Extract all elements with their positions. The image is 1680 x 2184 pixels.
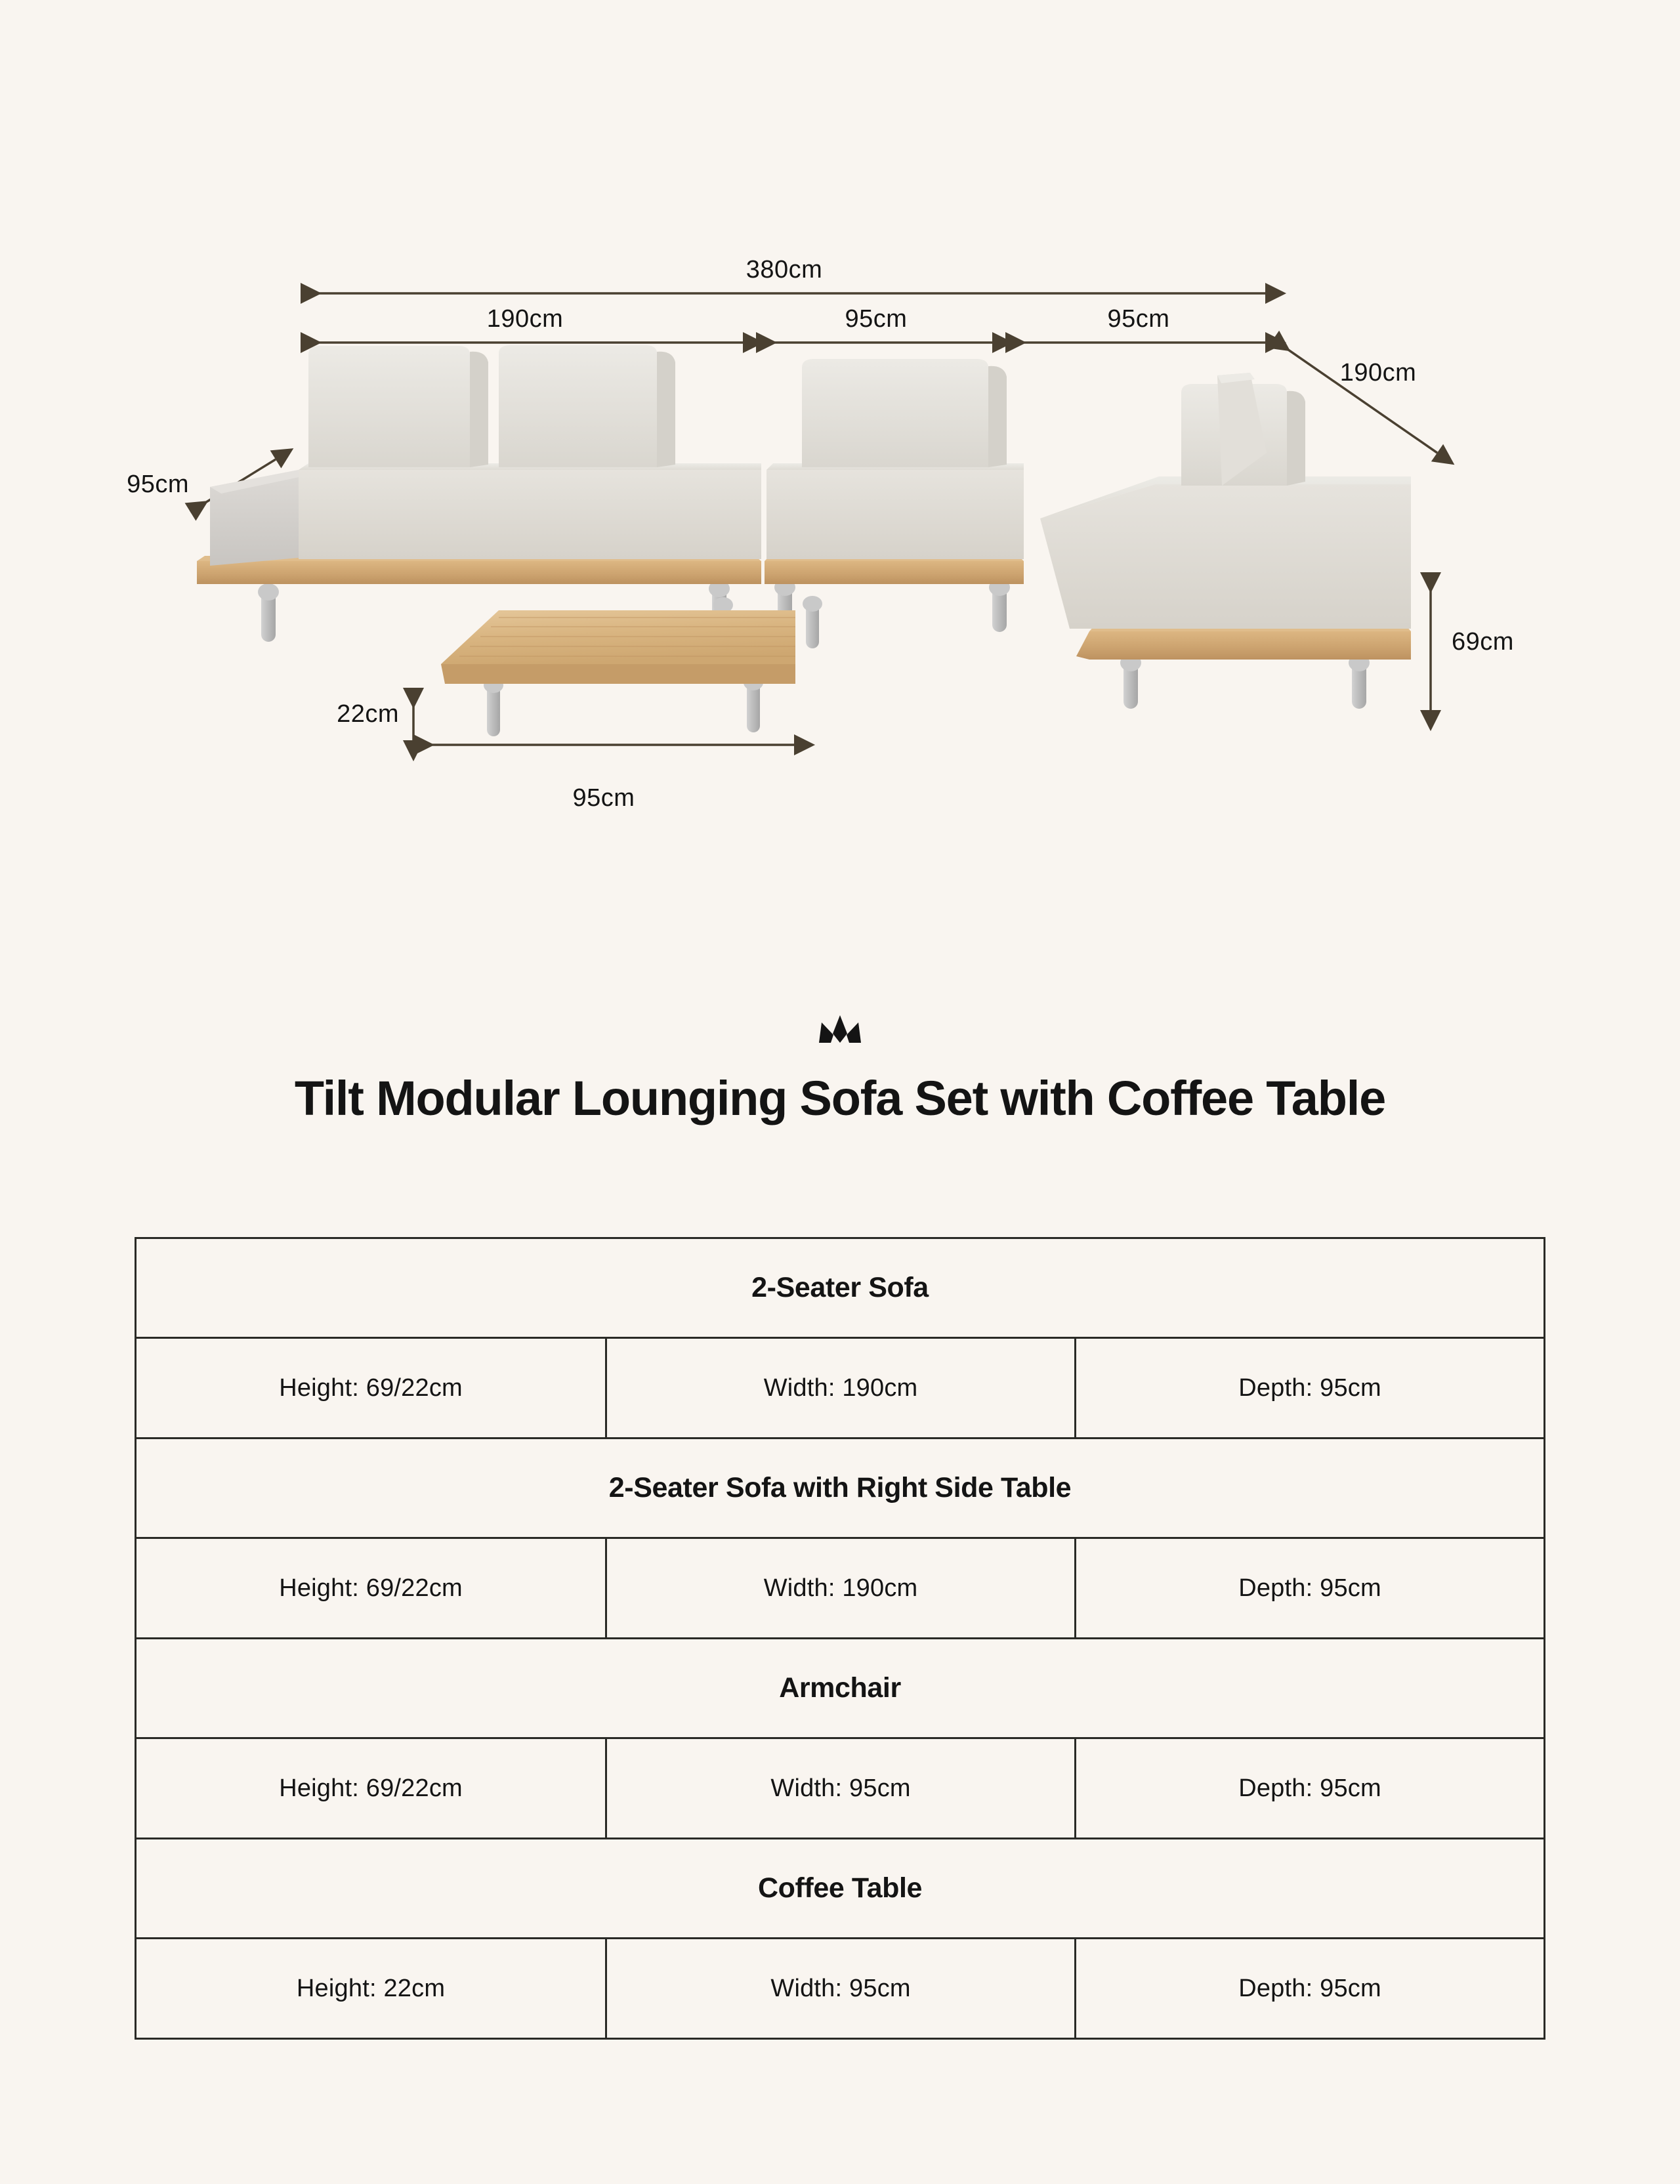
dimension-label-95cm-depth: 95cm: [127, 471, 189, 498]
dimension-seat-height: [1431, 572, 1514, 710]
sofa-left-module: [197, 345, 761, 642]
product-group-name: Coffee Table: [136, 1839, 1545, 1939]
dimension-armchair-width-1: [756, 305, 992, 343]
sofa-illustration: [197, 345, 1411, 736]
dimension-label-380cm: 380cm: [746, 256, 823, 284]
spec-depth: Depth: 95cm: [1076, 1738, 1545, 1839]
product-group-name: Armchair: [136, 1639, 1545, 1738]
crown-icon: [816, 1014, 864, 1051]
dimension-label-190cm-diagonal: 190cm: [1339, 359, 1417, 387]
spec-height: Height: 69/22cm: [136, 1338, 606, 1438]
spec-depth: Depth: 95cm: [1076, 1939, 1545, 2039]
coffee-table-illustration: [441, 596, 822, 736]
table-row: [136, 1939, 1545, 2039]
spec-width: Width: 190cm: [606, 1338, 1076, 1438]
page-title: Tilt Modular Lounging Sofa Set with Coffee Table: [294, 1071, 1386, 1125]
spec-width: Width: 95cm: [606, 1738, 1076, 1839]
dimension-label-22cm: 22cm: [337, 700, 399, 728]
dimension-label-95cm-right: 95cm: [1107, 305, 1170, 333]
spec-height: Height: 69/22cm: [136, 1738, 606, 1839]
dimension-overall-width: [301, 256, 1265, 293]
table-row: [136, 1738, 1545, 1839]
product-dimension-diagram: [0, 0, 1680, 919]
table-row: [136, 1538, 1545, 1639]
table-row-group-header: [136, 1839, 1545, 1939]
sofa-chaise-module: [1040, 373, 1411, 709]
table-row-group-header: [136, 1238, 1545, 1338]
dimension-table-height: [337, 688, 413, 740]
spec-depth: Depth: 95cm: [1076, 1338, 1545, 1438]
spec-height: Height: 22cm: [136, 1939, 606, 2039]
specifications-table: [135, 1237, 1545, 2040]
spec-width: Width: 95cm: [606, 1939, 1076, 2039]
dimension-label-table-95cm: 95cm: [572, 784, 635, 812]
dimension-two-seater-width: [301, 305, 743, 343]
table-row-group-header: [136, 1639, 1545, 1738]
brand-header: [0, 1014, 1680, 1124]
table-row: [136, 1338, 1545, 1438]
sofa-middle-module: [765, 359, 1024, 632]
dimension-label-69cm: 69cm: [1452, 628, 1514, 656]
spec-width: Width: 190cm: [606, 1538, 1076, 1639]
table-row-group-header: [136, 1438, 1545, 1538]
diagram-canvas: [0, 0, 1680, 919]
dimension-armchair-width-2: [1005, 305, 1265, 343]
spec-height: Height: 69/22cm: [136, 1538, 606, 1639]
spec-depth: Depth: 95cm: [1076, 1538, 1545, 1639]
dimension-label-190cm-left: 190cm: [486, 305, 564, 333]
dimension-table-width: [413, 745, 794, 812]
product-group-name: 2-Seater Sofa: [136, 1238, 1545, 1338]
sofa-legs-chaise: [1120, 654, 1370, 709]
dimension-label-95cm-mid: 95cm: [845, 305, 908, 333]
product-group-name: 2-Seater Sofa with Right Side Table: [136, 1438, 1545, 1538]
